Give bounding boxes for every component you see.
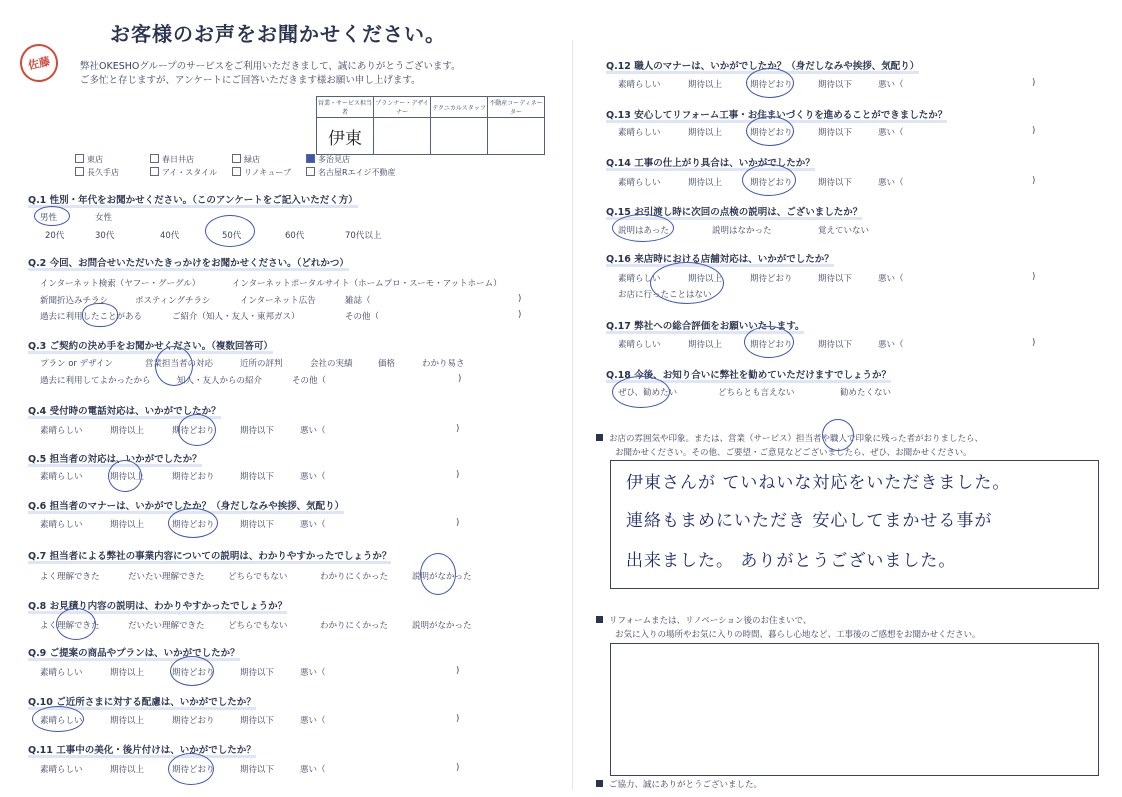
option[interactable]: どちらでもない — [228, 572, 288, 582]
staff-header-realestate: 不動産コーディネーター — [488, 97, 545, 118]
option: ) — [518, 294, 522, 304]
answer-circle — [170, 656, 214, 686]
option: ) — [456, 470, 460, 480]
option[interactable]: 悪い（ — [300, 472, 326, 482]
handwritten-comment-line-1: 伊東さんが ていねいな対応をいただきました。 — [626, 473, 1011, 493]
option[interactable]: 覚えていない — [818, 226, 870, 236]
question-3: Q.3 ご契約の決め手をお聞かせください。（複数回答可） — [28, 341, 273, 352]
option: ) — [518, 310, 522, 320]
option[interactable]: 悪い（ — [878, 80, 904, 90]
question-18: Q.18 今後、お知り合いに弊社を勧めていただけますでしょうか？ — [606, 370, 891, 381]
staff-header-planner: プランナー・デザイナー — [374, 97, 431, 118]
option[interactable]: 営業担当者の対応 — [145, 359, 214, 369]
option[interactable]: 男性 — [40, 213, 58, 223]
question-5: Q.5 担当者の対応は、いかがでしたか？ — [28, 454, 202, 465]
checkbox-icon — [306, 167, 315, 176]
intro-line-2: ご多忙と存じますが、アンケートにご回答いただきます様お願い申し上げます。 — [80, 75, 421, 86]
store-option[interactable]: リノキューブ — [232, 167, 291, 178]
option[interactable]: 素晴らしい — [40, 520, 83, 530]
option[interactable]: 期待以下 — [240, 765, 275, 775]
option: ) — [456, 714, 460, 724]
page-title: お客様のお声をお聞かせください。 — [110, 22, 446, 46]
option[interactable]: 期待以上 — [110, 765, 145, 775]
staff-table — [316, 96, 545, 155]
question-14: Q.14 工事の仕上がり具合は、いかがでしたか？ — [606, 158, 815, 169]
option[interactable]: わかりにくかった — [320, 572, 389, 582]
answer-circle — [82, 303, 118, 327]
option[interactable]: 期待以下 — [240, 668, 275, 678]
option[interactable]: 期待以上 — [688, 128, 723, 138]
option[interactable]: よく理解できた — [40, 621, 100, 631]
option[interactable]: 期待以下 — [240, 472, 275, 482]
option[interactable]: 期待以下 — [240, 716, 275, 726]
question-9: Q.9 ご提案の商品やプランは、いかがでしたか？ — [28, 648, 240, 659]
answer-circle — [744, 326, 794, 358]
reform-prompt-line-2: お気に入りの場所やお気に入りの時間、暮らし心地など、工事後のご感想をお聞かせください。 — [615, 630, 981, 640]
option: ) — [1032, 176, 1036, 186]
answer-circle — [822, 419, 854, 451]
option[interactable]: 期待どおり — [172, 426, 215, 436]
option[interactable]: 70代以上 — [345, 231, 382, 241]
question-11: Q.11 工事中の美化・後片付けは、いかがでしたか？ — [28, 745, 256, 756]
option[interactable]: 近所の評判 — [240, 359, 283, 369]
option[interactable]: 20代 — [45, 231, 65, 241]
option[interactable]: 素晴らしい — [40, 472, 83, 482]
option[interactable]: だいたい理解できた — [128, 621, 205, 631]
store-option-checked[interactable]: 多治見店 — [306, 154, 350, 165]
option[interactable]: 期待以上 — [110, 668, 145, 678]
option[interactable]: 悪い（ — [300, 716, 326, 726]
intro-line-1: 弊社OKESHOグループのサービスをご利用いただきまして、誠にありがとうございます。 — [80, 61, 461, 72]
option[interactable]: 期待どおり — [750, 340, 793, 350]
option[interactable]: 素晴らしい — [618, 128, 661, 138]
option[interactable]: 期待以上 — [688, 274, 723, 284]
answer-circle — [612, 376, 670, 408]
reform-comment-box[interactable] — [610, 643, 1099, 776]
option[interactable]: 期待以上 — [110, 716, 145, 726]
option[interactable]: 期待以上 — [110, 520, 145, 530]
option[interactable]: 期待以上 — [688, 80, 723, 90]
option[interactable]: どちらとも言えない — [718, 388, 795, 398]
option[interactable]: 期待以下 — [240, 426, 275, 436]
square-bullet-icon — [596, 780, 603, 787]
answer-circle — [742, 164, 796, 196]
question-13: Q.13 安心してリフォーム工事・お住まいづくりを進めることができましたか？ — [606, 110, 948, 121]
answer-circle — [205, 215, 255, 247]
option[interactable]: 素晴らしい — [618, 274, 661, 284]
square-bullet-icon — [596, 616, 603, 623]
answer-circle — [34, 206, 70, 226]
option[interactable]: 期待どおり — [172, 668, 215, 678]
question-17: Q.17 弊社への総合評価をお願いいたします。 — [606, 321, 805, 332]
option[interactable]: 価格 — [378, 359, 396, 369]
checkbox-icon — [150, 154, 159, 163]
option[interactable]: ぜひ、勧めたい — [618, 388, 678, 398]
option[interactable]: 期待どおり — [750, 178, 793, 188]
option[interactable]: 40代 — [160, 231, 180, 241]
option[interactable]: その他（ — [345, 312, 380, 322]
question-1: Q.1 性別・年代をお聞かせください。（このアンケートをご記入いただく方） — [28, 195, 358, 206]
option[interactable]: 説明はあった — [618, 226, 669, 236]
store-option[interactable]: 春日井店 — [150, 154, 194, 165]
option[interactable]: インターネット検索（ヤフー・グーグル） — [40, 279, 201, 289]
handwritten-comment-line-2: 連絡もまめにいただき 安心してまかせる事が — [626, 511, 993, 531]
column-divider — [572, 40, 573, 790]
staff-value-technical[interactable] — [431, 118, 488, 155]
option[interactable]: 勧めたくない — [840, 388, 892, 398]
answer-circle — [32, 706, 84, 732]
option[interactable]: その他（ — [292, 376, 327, 386]
option: ) — [456, 763, 460, 773]
option[interactable]: インターネットポータルサイト（ホームプロ・スーモ・アットホーム） — [232, 279, 502, 289]
option[interactable]: 素晴らしい — [40, 765, 83, 775]
option[interactable]: 期待以上 — [688, 178, 723, 188]
option: ) — [1032, 272, 1036, 282]
option: ) — [1032, 338, 1036, 348]
option[interactable]: 悪い（ — [878, 178, 904, 188]
answer-circle — [612, 214, 674, 242]
option[interactable]: 素晴らしい — [40, 716, 83, 726]
option[interactable]: 期待どおり — [172, 472, 215, 482]
answer-circle — [746, 116, 794, 146]
staff-header-sales: 営業・サービス担当者 — [317, 97, 374, 118]
staff-header-technical: テクニカルスタッフ — [431, 97, 488, 118]
option[interactable]: 50代 — [222, 231, 242, 241]
option[interactable]: 期待以下 — [818, 128, 853, 138]
option[interactable]: 30代 — [95, 231, 115, 241]
option[interactable]: 期待どおり — [750, 80, 793, 90]
staff-value-sales[interactable]: 伊東 — [317, 118, 374, 155]
reform-prompt-line-1: リフォームまたは、リノベーション後のお住まいで、 — [596, 614, 811, 626]
question-8: Q.8 お見積り内容の説明は、わかりやすかったでしょうか？ — [28, 601, 288, 612]
option[interactable]: 悪い（ — [878, 340, 904, 350]
store-option[interactable]: 緑店 — [232, 154, 260, 165]
option[interactable]: 期待以下 — [818, 80, 853, 90]
answer-circle — [650, 262, 724, 304]
answer-circle — [168, 508, 218, 538]
option[interactable]: インターネット広告 — [240, 296, 316, 306]
option[interactable]: 過去に利用したことがある — [40, 312, 143, 322]
option[interactable]: 女性 — [95, 213, 113, 223]
seal-stamp: 佐藤 — [16, 40, 61, 85]
option[interactable]: 期待以上 — [110, 426, 145, 436]
handwritten-comment-line-3: 出来ました。 ありがとうございました。 — [626, 551, 957, 571]
option[interactable]: 期待以下 — [818, 340, 853, 350]
option[interactable]: 新聞折込みチラシ — [40, 296, 109, 306]
option[interactable]: ポスティングチラシ — [135, 296, 211, 306]
option[interactable]: 期待どおり — [172, 520, 215, 530]
option[interactable]: わかりにくかった — [320, 621, 389, 631]
answer-circle — [420, 553, 456, 595]
option[interactable]: 過去に利用してよかったから — [40, 376, 151, 386]
question-10: Q.10 ご近所さまに対する配慮は、いかがでしたか？ — [28, 697, 256, 708]
staff-value-planner[interactable] — [374, 118, 431, 155]
square-bullet-icon — [596, 434, 603, 441]
option[interactable]: 60代 — [285, 231, 305, 241]
option[interactable]: どちらでもない — [228, 621, 288, 631]
option[interactable]: 素晴らしい — [618, 340, 661, 350]
option[interactable]: 期待以下 — [240, 520, 275, 530]
option[interactable]: 期待以下 — [818, 178, 853, 188]
option: ) — [1032, 126, 1036, 136]
option[interactable]: 期待どおり — [750, 128, 793, 138]
checkbox-icon — [150, 167, 159, 176]
question-16: Q.16 来店時における店舗対応は、いかがでしたか？ — [606, 254, 834, 265]
option[interactable]: だいたい理解できた — [128, 572, 205, 582]
option[interactable]: 素晴らしい — [618, 178, 661, 188]
option[interactable]: 期待以上 — [688, 340, 723, 350]
checkbox-icon — [232, 167, 241, 176]
answer-circle — [108, 460, 145, 492]
footer-thanks: ご協力、誠にありがとうございました。 — [596, 778, 762, 790]
answer-circle — [168, 753, 214, 785]
store-option[interactable]: アイ・スタイル — [150, 167, 217, 178]
option[interactable]: 雑誌（ — [345, 296, 371, 306]
question-6: Q.6 担当者のマナーは、いかがでしたか？（身だしなみや挨拶、気配り） — [28, 501, 345, 512]
answer-circle — [746, 68, 794, 98]
option[interactable]: 悪い（ — [300, 426, 326, 436]
checkbox-icon — [75, 154, 84, 163]
store-option[interactable]: 東店 — [75, 154, 103, 165]
question-12: Q.12 職人のマナーは、いかがでしたか？（身だしなみや挨拶、気配り） — [606, 61, 920, 72]
option[interactable]: 素晴らしい — [40, 426, 83, 436]
option[interactable]: 説明がなかった — [412, 621, 472, 631]
option[interactable]: 悪い（ — [300, 520, 326, 530]
staff-value-realestate[interactable] — [488, 118, 545, 155]
answer-circle — [178, 414, 216, 446]
option: ) — [458, 374, 462, 384]
checkbox-icon — [75, 167, 84, 176]
store-option[interactable]: 名古屋Rエイジ不動産 — [306, 167, 396, 178]
option[interactable]: 期待どおり — [750, 274, 793, 284]
option[interactable]: 期待どおり — [172, 716, 215, 726]
option[interactable]: 会社の実績 — [310, 359, 353, 369]
option[interactable]: 期待どおり — [172, 765, 215, 775]
question-15: Q.15 お引渡し時に次回の点検の説明は、ございましたか？ — [606, 207, 863, 218]
checkbox-checked-icon — [306, 154, 315, 163]
option[interactable]: 知人・友人からの紹介 — [177, 376, 263, 386]
option[interactable]: 期待以上 — [110, 472, 145, 482]
checkbox-icon — [232, 154, 241, 163]
option[interactable]: 悪い（ — [300, 668, 326, 678]
comment-prompt-line-2: お聞かせください。その他、ご要望・ご意見などございましたら、ぜひ、お聞かせください。 — [615, 448, 972, 458]
option[interactable]: プラン or デザイン — [40, 359, 114, 369]
option[interactable]: 期待以下 — [818, 274, 853, 284]
store-option[interactable]: 長久手店 — [75, 167, 119, 178]
option: ) — [1032, 78, 1036, 88]
option[interactable]: よく理解できた — [40, 572, 100, 582]
comment-prompt-line-1: お店の雰囲気や印象。または、営業（サービス）担当者や職人で印象に残った者がおりましたら、 — [596, 432, 983, 444]
option[interactable]: 説明はなかった — [712, 226, 772, 236]
option[interactable]: 説明がなかった — [412, 572, 472, 582]
option: ) — [456, 518, 460, 528]
question-2: Q.2 今回、お問合せいただいたきっかけをお聞かせください。（どれかつ） — [28, 258, 349, 269]
option[interactable]: お店に行ったことはない — [618, 290, 712, 300]
option[interactable]: 悪い（ — [878, 274, 904, 284]
answer-circle — [155, 346, 193, 386]
question-7: Q.7 担当者による弊社の事業内容についての説明は、わかりやすかったでしょうか？ — [28, 551, 392, 562]
answer-circle — [56, 608, 96, 640]
option[interactable]: ご紹介（知人・友人・東邦ガス） — [172, 312, 300, 322]
option[interactable]: 素晴らしい — [618, 80, 661, 90]
option[interactable]: 素晴らしい — [40, 668, 83, 678]
option[interactable]: わかり易さ — [422, 359, 465, 369]
option[interactable]: 悪い（ — [300, 765, 326, 775]
option: ) — [456, 424, 460, 434]
question-4: Q.4 受付時の電話対応は、いかがでしたか？ — [28, 406, 221, 417]
option[interactable]: 悪い（ — [878, 128, 904, 138]
option: ) — [456, 666, 460, 676]
